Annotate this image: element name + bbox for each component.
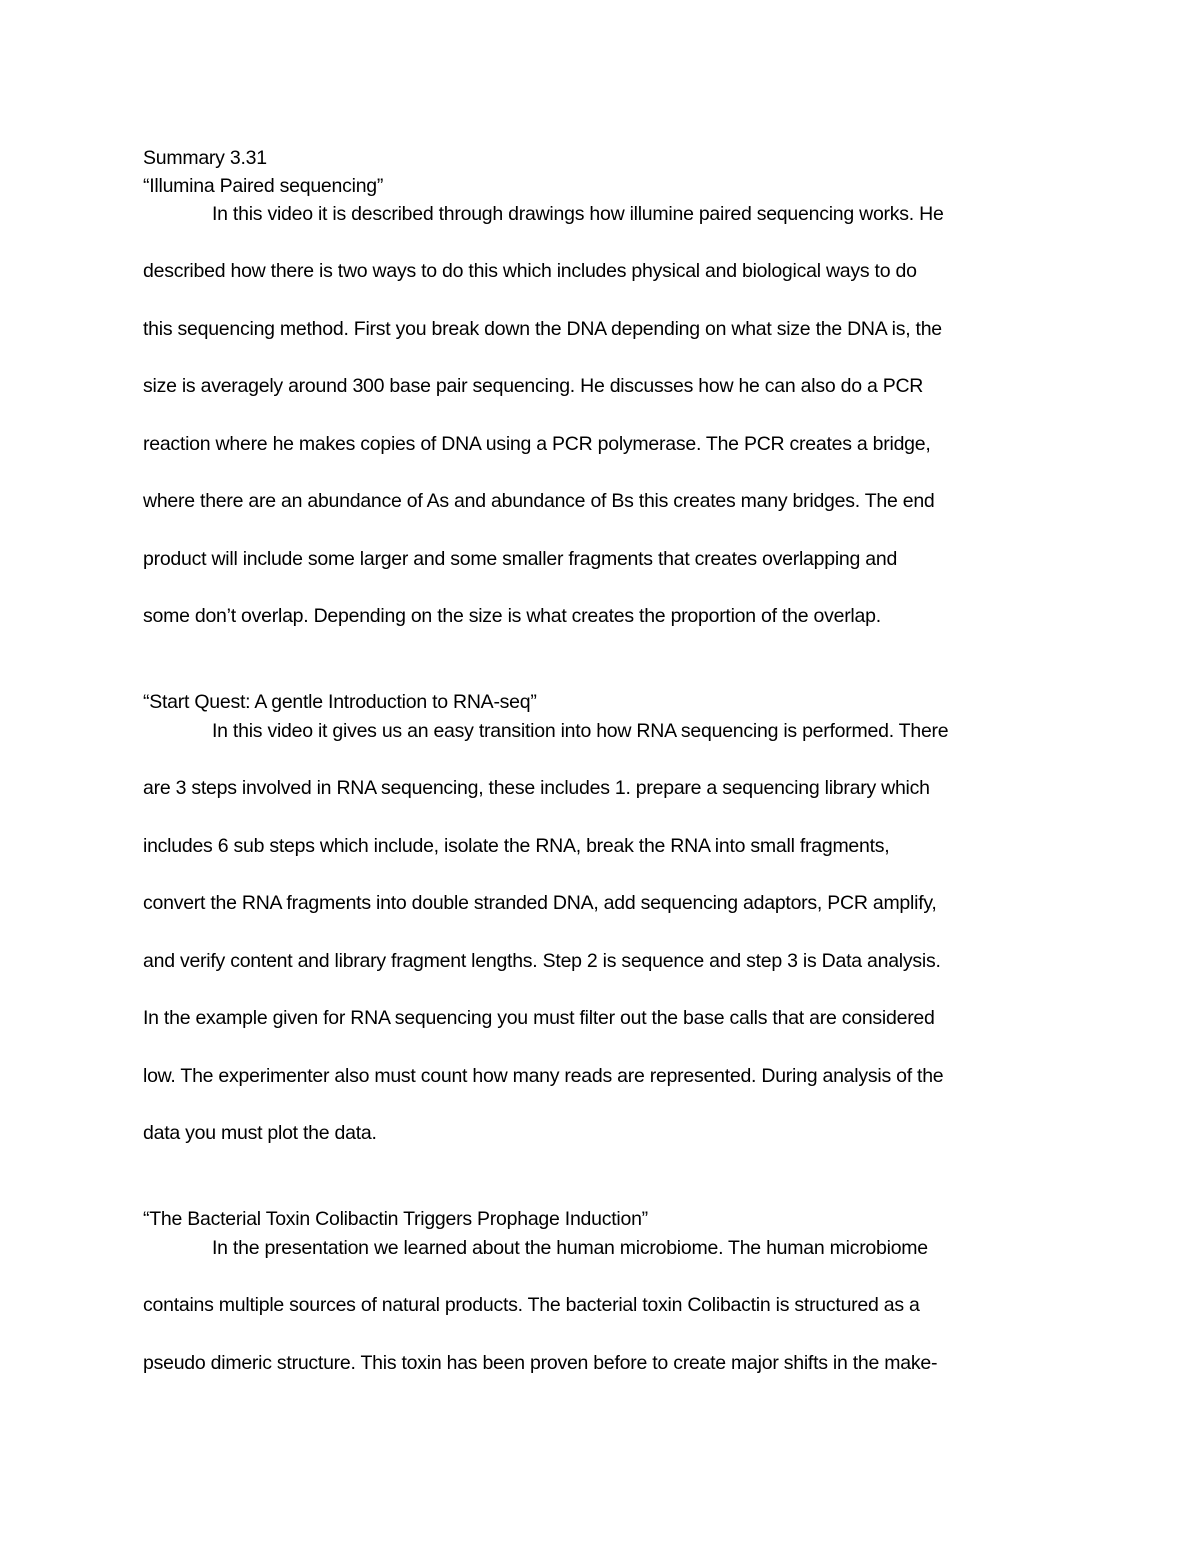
paragraph-line: In the presentation we learned about the human microbiome. The human microbiome [212,1237,928,1259]
paragraph-line: In the example given for RNA sequencing you must filter out the base calls that are considered [143,1007,935,1029]
paragraph-line: product will include some larger and some smaller fragments that creates overlapping and [143,548,898,570]
document-title: Summary 3.31 [143,147,267,169]
paragraph-line: contains multiple sources of natural products. The bacterial toxin Colibactin is structured as a [143,1294,920,1316]
paragraph-line: where there are an abundance of As and abundance of Bs this creates many bridges. The end [143,490,935,512]
paragraph-line: In this video it gives us an easy transition into how RNA sequencing is performed. There [212,720,949,742]
paragraph-line: size is averagely around 300 base pair sequencing. He discusses how he can also do a PCR [143,375,924,397]
paragraph-line: low. The experimenter also must count how many reads are represented. During analysis of the [143,1065,944,1087]
paragraph-line: pseudo dimeric structure. This toxin has been proven before to create major shifts in the make- [143,1352,938,1374]
section-heading: “Illumina Paired sequencing” [143,175,384,197]
paragraph-line: are 3 steps involved in RNA sequencing, these includes 1. prepare a sequencing library which [143,777,930,799]
paragraph-line: this sequencing method. First you break down the DNA depending on what size the DNA is, the [143,318,942,340]
paragraph-line: data you must plot the data. [143,1122,377,1144]
paragraph-line: described how there is two ways to do this which includes physical and biological ways to do [143,260,917,282]
paragraph-line: some don’t overlap. Depending on the size is what creates the proportion of the overlap. [143,605,881,627]
paragraph-line: and verify content and library fragment lengths. Step 2 is sequence and step 3 is Data analysis. [143,950,941,972]
section-heading: “Start Quest: A gentle Introduction to RNA-seq” [143,691,537,713]
paragraph-line: includes 6 sub steps which include, isolate the RNA, break the RNA into small fragments, [143,835,890,857]
paragraph-line: convert the RNA fragments into double stranded DNA, add sequencing adaptors, PCR amplify, [143,892,937,914]
paragraph-line: reaction where he makes copies of DNA using a PCR polymerase. The PCR creates a bridge, [143,433,931,455]
paragraph-line: In this video it is described through drawings how illumine paired sequencing works. He [212,203,944,225]
section-heading: “The Bacterial Toxin Colibactin Triggers Prophage Induction” [143,1208,648,1230]
